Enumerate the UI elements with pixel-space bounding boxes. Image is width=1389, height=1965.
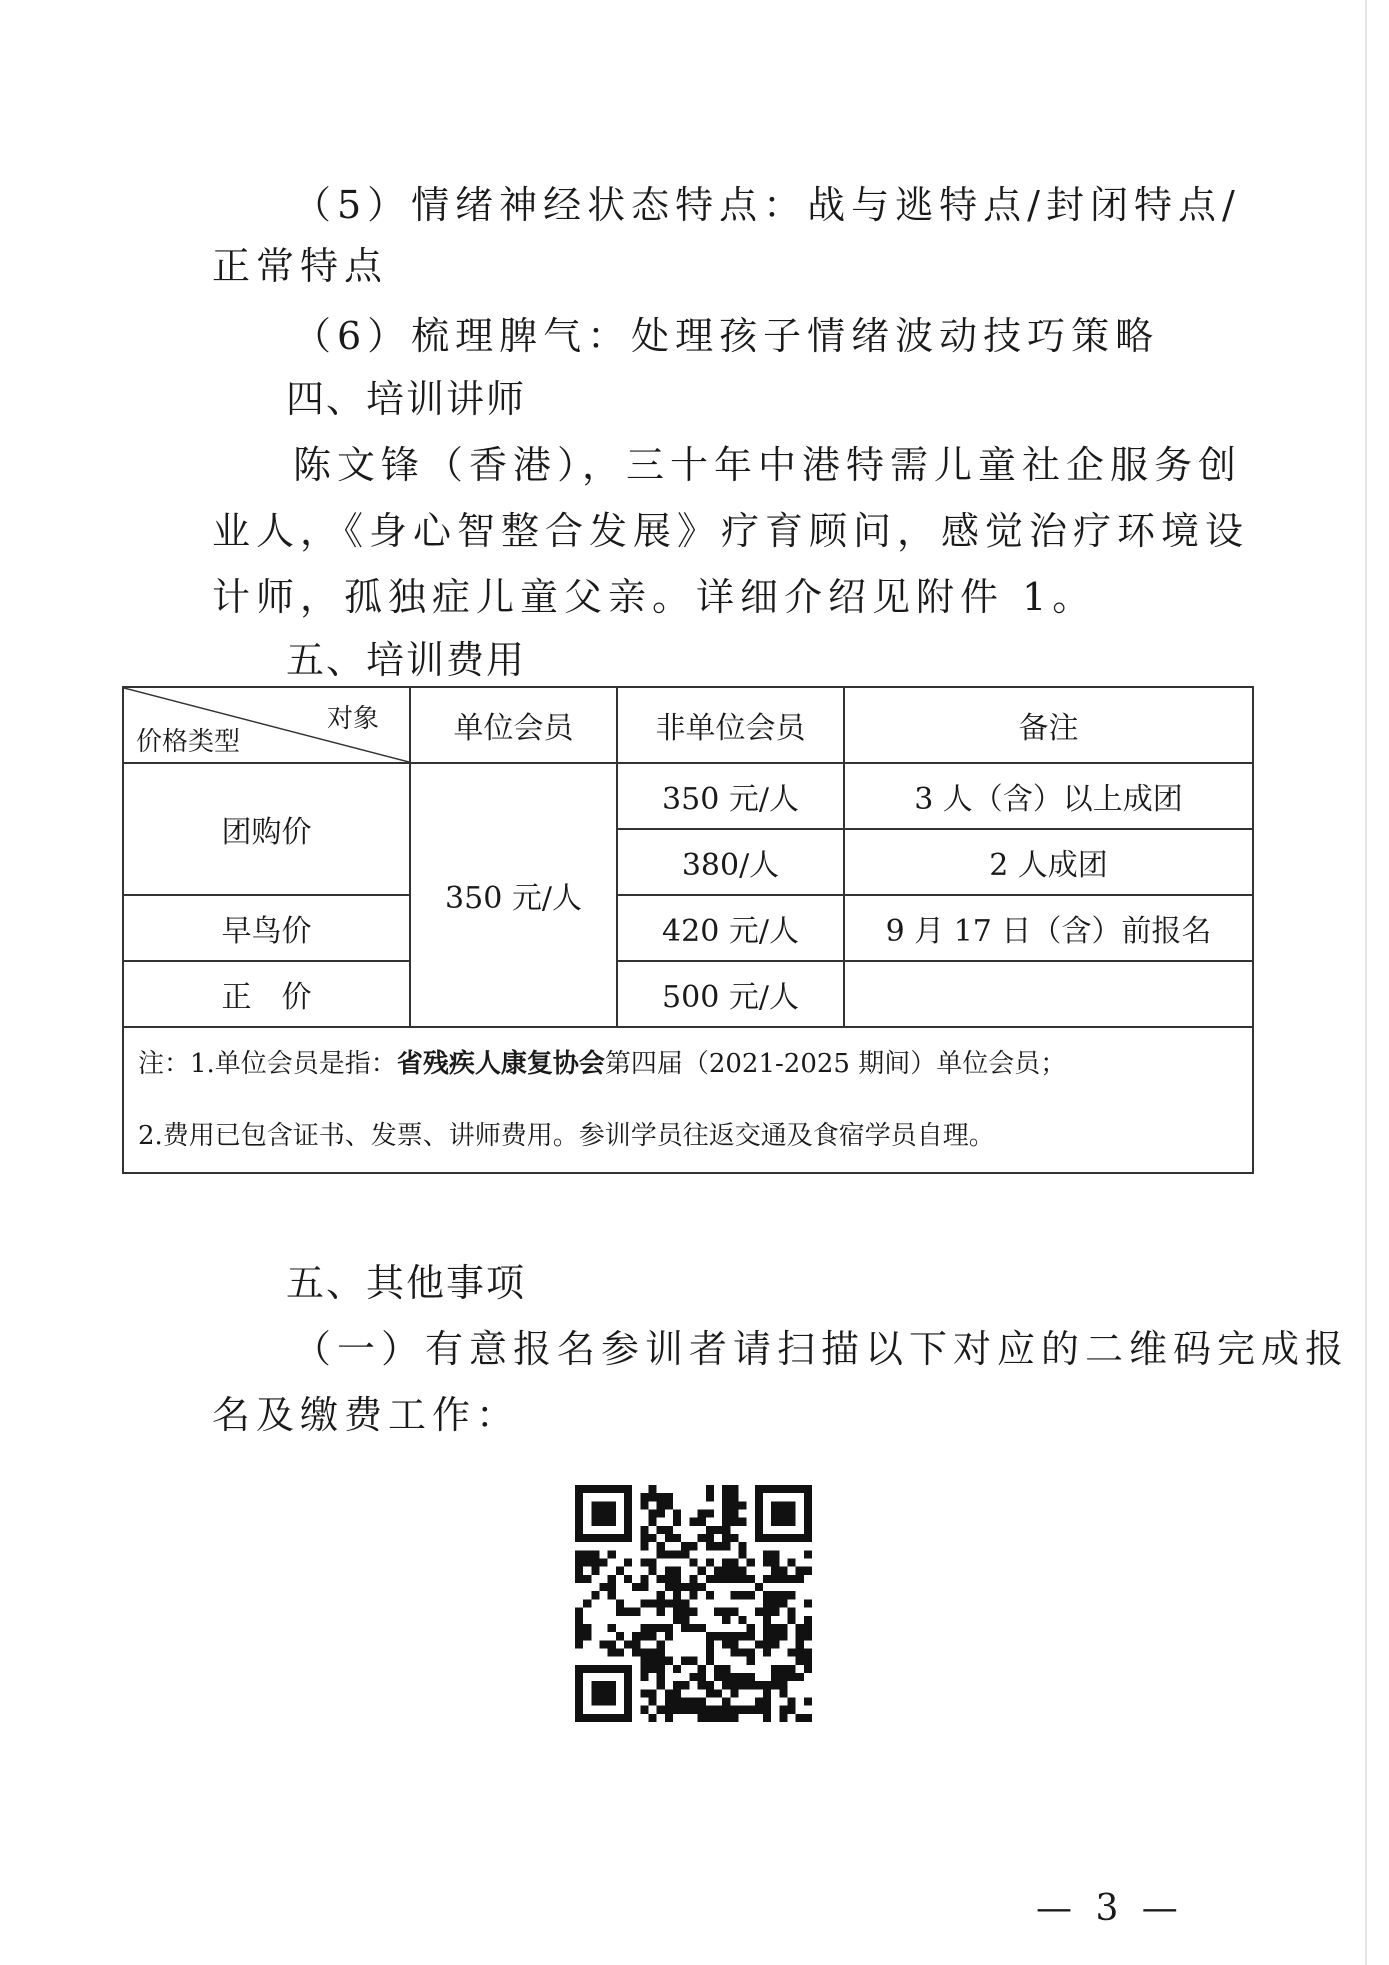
- header-nonmember: 非单位会员: [617, 687, 844, 763]
- note-1-prefix: 注：1.单位会员是指：: [138, 1049, 397, 1079]
- group-2-price: 380/人: [617, 829, 844, 895]
- registration-qr-code-icon[interactable]: [575, 1485, 812, 1722]
- other-text-1: （一）有意报名参训者请扫描以下对应的二维码完成报: [293, 1327, 1350, 1371]
- item-5-text: （5）情绪神经状态特点：战与逃特点/封闭特点/: [293, 183, 1241, 227]
- group-3-price: 350 元/人: [617, 763, 844, 829]
- row-label-early: 早鸟价: [123, 895, 410, 961]
- trainer-text-1: 陈文锋（香港），三十年中港特需儿童社企服务创: [293, 443, 1243, 487]
- early-remark: 9 月 17 日（含）前报名: [844, 895, 1253, 961]
- header-target-label: 对象: [326, 704, 379, 734]
- header-remark: 备注: [844, 687, 1253, 763]
- trainer-text-3: 计师，孤独症儿童父亲。详细介绍见附件 1。: [212, 575, 1097, 619]
- note-line-2: 2.费用已包含证书、发票、讲师费用。参训学员往返交通及食宿学员自理。: [138, 1121, 995, 1151]
- row-label-normal: 正 价: [123, 961, 410, 1027]
- member-price-cell: 350 元/人: [410, 763, 617, 1027]
- fee-table: [122, 686, 1254, 1174]
- row-label-group: 团购价: [123, 763, 410, 895]
- page-edge: [1365, 0, 1367, 1965]
- table-row: [123, 961, 1253, 1027]
- trainer-text-2: 业人，《身心智整合发展》疗育顾问，感觉治疗环境设: [212, 509, 1250, 553]
- header-price-type-label: 价格类型: [136, 727, 241, 757]
- note-1-org-name: 省残疾人康复协会: [396, 1049, 605, 1079]
- table-row: [123, 895, 1253, 961]
- normal-price: 500 元/人: [617, 961, 844, 1027]
- diagonal-header-cell: [123, 687, 410, 763]
- item-6-text: （6）梳理脾气：处理孩子情绪波动技巧策略: [293, 314, 1160, 358]
- header-member: 单位会员: [410, 687, 617, 763]
- note-line-1: [138, 1028, 1238, 1100]
- table-row: [123, 763, 1253, 829]
- page-number: — 3 —: [1036, 1888, 1184, 1929]
- other-text-2: 名及缴费工作：: [212, 1393, 521, 1437]
- section-fees-heading: 五、培训费用: [286, 638, 527, 682]
- section-other-heading: 五、其他事项: [286, 1261, 527, 1305]
- table-note: [123, 1027, 1253, 1173]
- table-note-row: [123, 1027, 1253, 1173]
- note-1-suffix: 第四届（2021-2025 期间）单位会员；: [604, 1049, 1067, 1079]
- table-header-row: [123, 687, 1253, 763]
- group-3-remark: 3 人（含）以上成团: [844, 763, 1253, 829]
- group-2-remark: 2 人成团: [844, 829, 1253, 895]
- section-trainer-heading: 四、培训讲师: [286, 377, 527, 421]
- item-5-text-cont: 正常特点: [212, 244, 389, 288]
- normal-remark: [844, 961, 1253, 1027]
- early-price: 420 元/人: [617, 895, 844, 961]
